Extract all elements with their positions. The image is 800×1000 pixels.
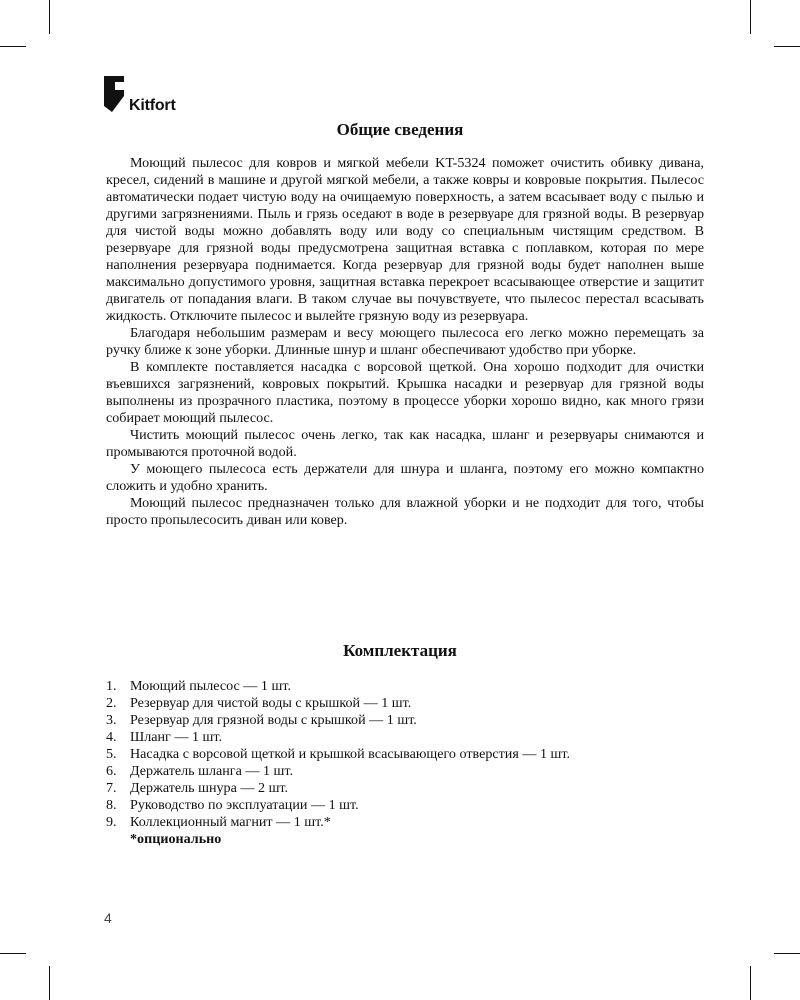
crop-mark xyxy=(0,953,26,954)
item-text: Моющий пылесос — 1 шт. xyxy=(130,678,291,694)
list-item xyxy=(106,814,706,831)
brand-name: Kitfort xyxy=(129,97,176,114)
crop-mark xyxy=(774,46,800,47)
list-item xyxy=(106,746,706,763)
crop-mark xyxy=(0,46,26,47)
list-item xyxy=(106,678,706,695)
item-text: Коллекционный магнит — 1 шт.* xyxy=(130,814,331,830)
item-number: 2. xyxy=(106,695,117,711)
package-contents-list xyxy=(106,678,706,848)
item-text: Резервуар для грязной воды с крышкой — 1 шт. xyxy=(130,712,417,728)
section-title: Общие сведения xyxy=(336,120,464,139)
crop-mark xyxy=(750,0,751,34)
list-item xyxy=(106,797,706,814)
item-number: 6. xyxy=(106,763,117,779)
list-item xyxy=(106,780,706,797)
item-text: Насадка с ворсовой щеткой и крышкой всасывающего отверстия — 1 шт. xyxy=(130,746,571,762)
item-number: 1. xyxy=(106,678,117,694)
item-number: 5. xyxy=(106,746,117,762)
list-item xyxy=(106,712,706,729)
paragraph: Благодаря небольшим размерам и весу моющего пылесоса его легко можно перемещать за ручку ближе к зоне уборки. Длинные шнур и шланг обеспечивают удобство при уборке. xyxy=(106,325,704,358)
list-item xyxy=(106,763,706,780)
kitfort-logo-icon xyxy=(104,76,128,112)
list-item xyxy=(106,729,706,746)
paragraph: В комплекте поставляется насадка с ворсовой щеткой. Она хорошо подходит для очистки въевшихся загрязнений, ковровых покрытий. Крышка насадки и резервуар для грязной воды выполнены из прозрачного пластика, поэтому в процессе уборки хорошо видно, как много грязи собирает моющий пылесос. xyxy=(106,359,704,426)
item-text: Резервуар для чистой воды с крышкой — 1 шт. xyxy=(130,695,412,711)
general-info-text xyxy=(106,155,704,529)
crop-mark xyxy=(49,966,50,1000)
item-text: Руководство по эксплуатации — 1 шт. xyxy=(130,797,359,813)
paragraph: Моющий пылесос предназначен только для влажной уборки и не подходит для того, чтобы просто пропылесосить диван или ковер. xyxy=(106,495,704,528)
crop-mark xyxy=(774,953,800,954)
list-item xyxy=(106,695,706,712)
item-number: 8. xyxy=(106,797,117,813)
paragraph: Чистить моющий пылесос очень легко, так как насадка, шланг и резервуары снимаются и промываются проточной водой. xyxy=(106,427,704,460)
crop-mark xyxy=(750,966,751,1000)
section-title: Комплектация xyxy=(343,641,457,660)
item-text: Держатель шланга — 1 шт. xyxy=(130,763,294,779)
item-number: 7. xyxy=(106,780,117,796)
item-number: 9. xyxy=(106,814,117,830)
page-number: 4 xyxy=(104,910,112,926)
paragraph: Моющий пылесос для ковров и мягкой мебели KT-5324 поможет очистить обивку дивана, кресел, сидений в машине и другой мягкой мебели, а также ковры и ковровые покрытия. Пылесос автоматически подает чистую воду на очищаемую поверхность, а затем всасывает воду с пылью и другими загрязнениями. Пыль и грязь оседают в воде в резервуаре для грязной воды. В резервуар для чистой воды можно добавлять воду или воду со специальным чистящим средством. В резервуаре для грязной воды предусмотрена защитная вставка с поплавком, которая по мере наполнения резервуара поднимается. Когда резервуар для грязной воды будет наполнен выше максимально допустимого уровня, защитная вставка перекроет всасывающее отверстие и защитит двигатель от попадания влаги. В таком случае вы почувствуете, что пылесос перестал всасывать жидкость. Отключите пылесос и вылейте грязную воду из резервуара. xyxy=(106,155,704,324)
item-number: 3. xyxy=(106,712,117,728)
crop-mark xyxy=(49,0,50,34)
paragraph: У моющего пылесоса есть держатели для шнура и шланга, поэтому его можно компактно сложить и удобно хранить. xyxy=(106,461,704,494)
item-text: Держатель шнура — 2 шт. xyxy=(130,780,289,796)
item-text: Шланг — 1 шт. xyxy=(130,729,223,745)
footnote: *опционально xyxy=(130,831,222,847)
item-number: 4. xyxy=(106,729,117,745)
